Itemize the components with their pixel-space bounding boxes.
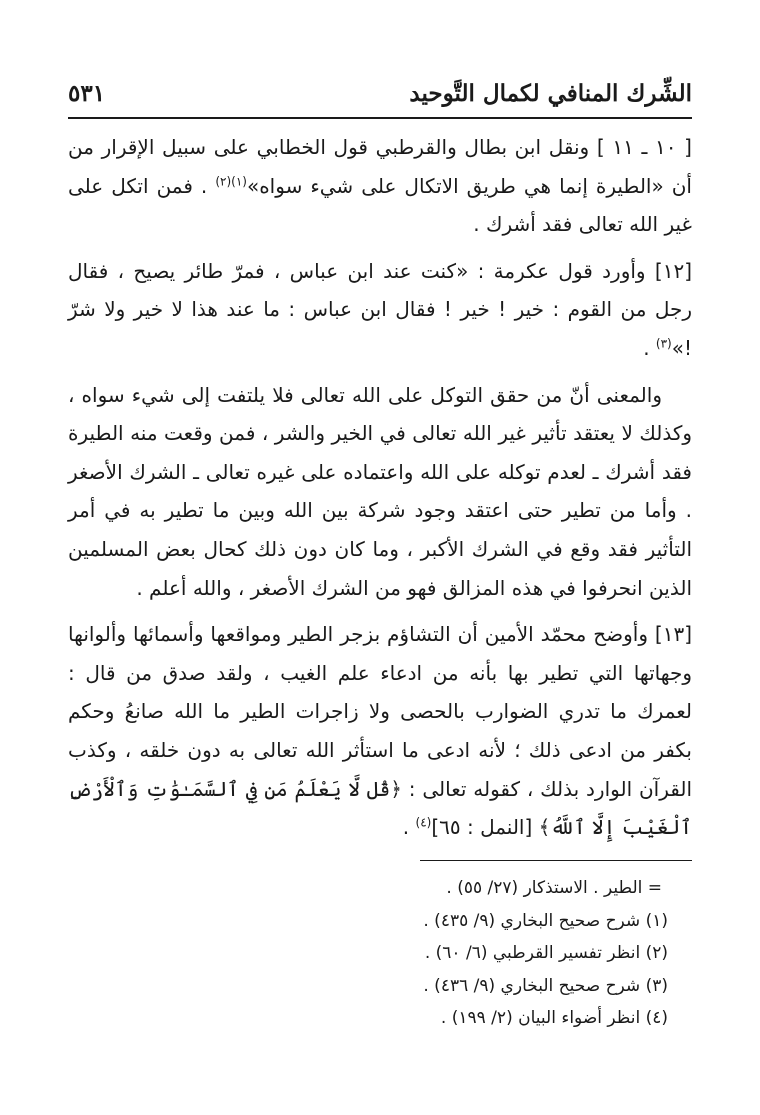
running-title: الشِّرك المنافي لكمال التَّوحيد [409, 80, 692, 107]
page-header [68, 78, 692, 112]
footnote-separator [420, 860, 692, 861]
paragraph-meaning: والمعنى أنّ من حقق التوكل على الله تعالى فلا يلتفت إلى شيء سواه ، وكذلك لا يعتقد تأثير غير الله تعالى في الخير والشر ، فمن وقعت منه الطيرة فقد أشرك ـ لعدم توكله على الله واعتماده على غيره تعالى ـ الشرك الأصغر . وأما من تطير حتى اعتقد وجود شركة بين الله وبين ما تطير به في أمر التأثير فقد وقع في الشرك الأكبر ، وما كان دون ذلك كحال بعض المسلمين الذين انحرفوا في هذه المزالق فهو من الشرك الأصغر ، والله أعلم . [68, 382, 692, 600]
footnote-item: (٤) انظر أضواء البيان (٢/ ١٩٩) . [440, 1008, 668, 1028]
footnote-reference: (١)(٢) [215, 173, 247, 188]
footnote-carryover: = الطير . الاستذكار (٢٧/ ٥٥) . [446, 878, 662, 898]
verse-citation: [النمل : ٦٥] [431, 815, 539, 840]
footnote-item: (١) شرح صحيح البخاري (٩/ ٤٣٥) . [423, 910, 668, 931]
paragraph-khattabi: [ ١٠ ـ ١١ ] ونقل ابن بطال والقرطبي قول الخطابي على سبيل الإقرار من أن «الطيرة إنما هي طريق الاتكال على شيء سواه»$^{(١)(٢)}$ . فمن اتكل على غير الله تعالى فقد أشرك . [68, 135, 692, 237]
footnote-reference: (٣) [655, 336, 672, 351]
main-text [68, 128, 692, 855]
header-rule [68, 117, 692, 119]
paragraph-ikrima: [١٢] وأورد قول عكرمة : «كنت عند ابن عباس ، فمرّ طائر يصيح ، فقال رجل من القوم : خير ! خير ! فقال ابن عباس : ما عند هذا لا خير ولا شرّ !»$^{(٣)}$ . [68, 258, 692, 360]
footnote-reference: (٤) [415, 815, 432, 830]
footnote-item: (٢) انظر تفسير القرطبي (٦/ ٦٠) . [424, 943, 668, 963]
paragraph-al-amin: [١٣] وأوضح محمّد الأمين أن التشاؤم بزجر الطير ومواقعها وأسمائها وألوانها وجهاتها التي تطير بها بأنه من ادعاء علم الغيب ، ولقد صدق من قال : لعمرك ما تدري الضوارب بالحصى ولا زاجرات الطير ما الله صانعُ وحكم بكفر من ادعى ذلك ؛ لأنه ادعى ما استأثر الله تعالى به دون خلقه ، وكذب القرآن الوارد بذلك ، كقوله تعالى : ﴿قُل لَّا يَعْلَمُ مَن فِي ٱلسَّمَـٰوَٰتِ وَٱلْأَرْضِ ٱلْغَيْبَ إِلَّا ٱللَّهُ﴾ [النمل : ٦٥]$^{(٤)}$ . [68, 622, 693, 840]
quran-verse: ﴿قُل لَّا يَعْلَمُ مَن فِي ٱلسَّمَـٰوَٰتِ وَٱلْأَرْضِ ٱلْغَيْبَ إِلَّا ٱللَّهُ﴾ [68, 776, 692, 840]
page-number: ٥٣١ [68, 80, 106, 107]
footnote-item: (٣) شرح صحيح البخاري (٩/ ٤٣٦) . [423, 975, 668, 996]
footnotes [68, 872, 692, 1035]
